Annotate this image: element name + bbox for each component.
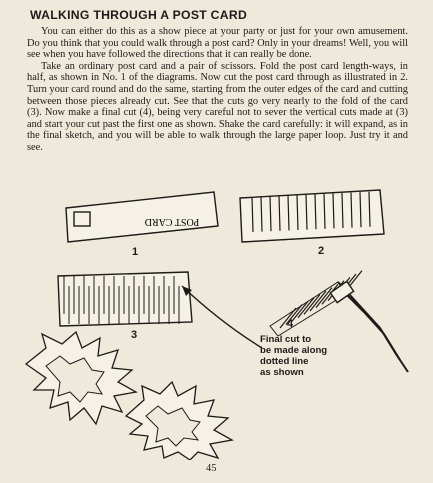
figure-expanded-loop [22, 330, 282, 460]
paragraph-directions: Take an ordinary post card and a pair of scissors. Fold the post card length-ways, in half, as shown in No. 1 of the diagrams. Now cut the post card through as illustrated in 2. Turn your card round and do the same, starting from the outer edges of the card and cutting between those pieces already cut. See that the cuts go very nearly to the fold of the card (3). Now make a final cut (4), being very careful not to sever the vertical cuts made at (3) and start your cut past the first one as shown. Shake the card carefully: it will expand, as in the final sketch, and you will be able to walk through the large paper loop. Just try it and see. [27, 60, 408, 153]
figure-3-cut-both-ways [56, 270, 196, 330]
page-number: 45 [206, 463, 217, 474]
figure-2-cut-card [238, 188, 388, 246]
note-line-1: Final cut to [260, 334, 312, 345]
figure-3-number: 3 [131, 329, 138, 341]
figure-4-number: 4 [287, 318, 294, 330]
page-title: WALKING THROUGH A POST CARD [30, 8, 248, 22]
figure-1-folded-card [60, 190, 220, 250]
figure-2-number: 2 [318, 245, 325, 257]
instructions-text [27, 26, 408, 154]
figure-1-card-text: POST CARD [144, 216, 200, 227]
note-line-3: dotted line [260, 356, 309, 367]
figure-1-number: 1 [132, 246, 139, 258]
fig4-strip-line [292, 301, 308, 321]
note-line-2: be made along [260, 345, 328, 356]
note-line-4: as shown [260, 367, 304, 378]
paragraph-intro: You can either do this as a show piece at your party or just for your own amusement. Do you think that you could walk through a post card? Only in your dreams! Well, you will see when you have followed the directions that it can really be done. [27, 26, 408, 61]
